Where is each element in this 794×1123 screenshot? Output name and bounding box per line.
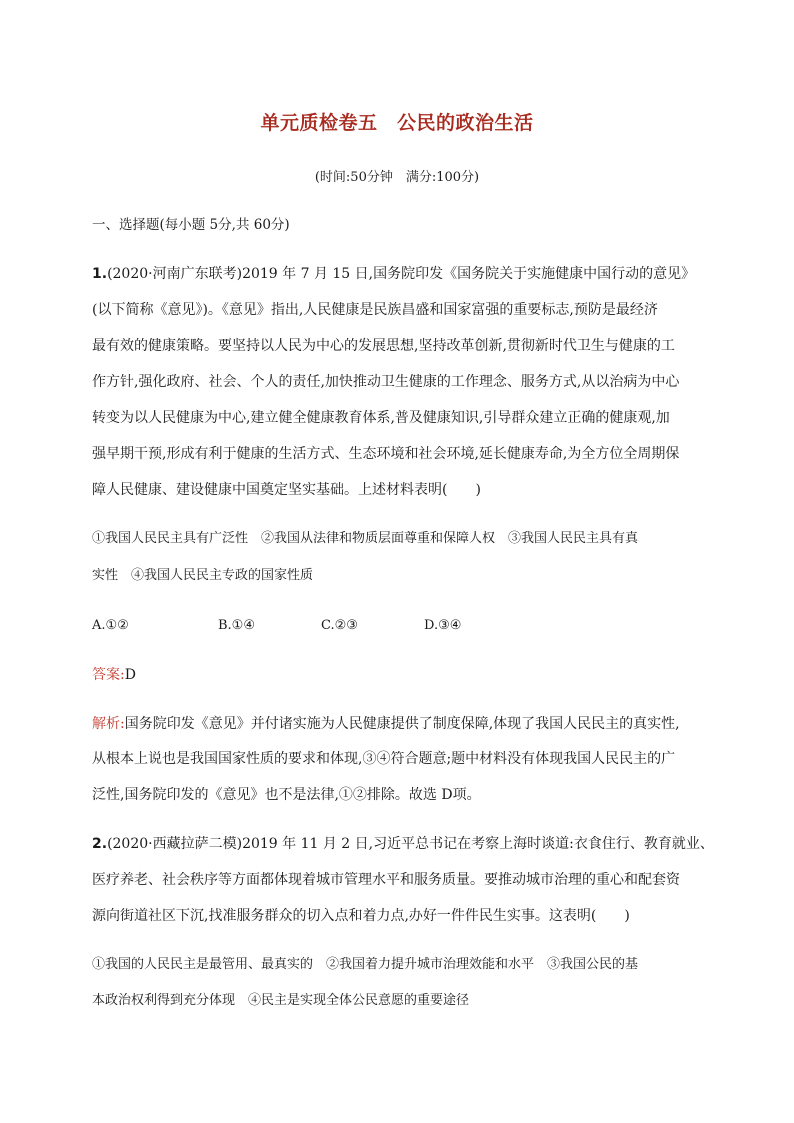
question-1-line: 作方针,强化政府、社会、个人的责任,加快推动卫生健康的工作理念、服务方式,从以治病为中心 <box>92 374 680 390</box>
question-number: 1. <box>92 266 108 282</box>
answer-value: D <box>124 667 136 683</box>
question-1-line: (以下简称《意见》)。《意见》指出,人民健康是民族昌盛和国家富强的重要标志,预防是最经济 <box>92 302 658 318</box>
question-2-line: 源向街道社区下沉,找准服务群众的切入点和着力点,办好一件件民生实事。这表明( ) <box>92 908 630 924</box>
answer-line <box>92 665 136 685</box>
choice-c: C.②③ <box>321 618 358 633</box>
question-2-line: 2.(2020·西藏拉萨二模)2019 年 11 月 2 日,习近平总书记在考察上海时谈道:衣食住行、教育就业、 <box>92 836 714 852</box>
question-1-line: 障人民健康、建设健康中国奠定坚实基础。上述材料表明( ) <box>92 482 481 498</box>
question-1-line: 最有效的健康策略。要坚持以人民为中心的发展思想,坚持改革创新,贯彻新时代卫生与健康的工 <box>92 338 675 354</box>
question-2-line: 医疗养老、社会秩序等方面都体现着城市管理水平和服务质量。要推动城市治理的重心和配套资 <box>92 872 680 888</box>
exam-time-info: (时间:50分钟 满分:100分) <box>314 170 480 185</box>
question-2-statement: ①我国的人民民主是最管用、最真实的 ②我国着力提升城市治理效能和水平 ③我国公民的基 <box>92 957 639 972</box>
analysis-line: 解析:国务院印发《意见》并付诸实施为人民健康提供了制度保障,体现了我国人民民主的真实性, <box>92 716 680 732</box>
analysis-line: 泛性,国务院印发的《意见》也不是法律,①②排除。故选 D项。 <box>92 787 481 803</box>
choice-b: B.①④ <box>218 618 255 633</box>
question-1-line: 转变为以人民健康为中心,建立健全健康教育体系,普及健康知识,引导群众建立正确的健康观,加 <box>92 410 670 426</box>
question-1-statement: 实性 ④我国人民民主专政的国家性质 <box>92 568 314 583</box>
section-heading: 一、选择题(每小题 5分,共 60分) <box>92 217 290 233</box>
question-1-statement: ①我国人民民主具有广泛性 ②我国从法律和物质层面尊重和保障人权 ③我国人民民主具有真 <box>92 531 639 546</box>
answer-label: 答案: <box>92 667 125 683</box>
analysis-label: 解析: <box>92 716 125 732</box>
page-title: 单元质检卷五 公民的政治生活 <box>260 112 534 134</box>
choice-d: D.③④ <box>424 618 462 633</box>
question-number: 2. <box>92 836 108 852</box>
question-2-statement: 本政治权利得到充分体现 ④民主是实现全体公民意愿的重要途径 <box>92 993 470 1008</box>
question-1-line: 1.(2020·河南广东联考)2019 年 7 月 15 日,国务院印发《国务院关于实施健康中国行动的意见》 <box>92 266 696 282</box>
choice-a: A.①② <box>92 618 129 633</box>
analysis-line: 从根本上说也是我国国家性质的要求和体现,③④符合题意;题中材料没有体现我国人民民主的广 <box>92 751 676 767</box>
question-1-line: 强早期干预,形成有利于健康的生活方式、生态环境和社会环境,延长健康寿命,为全方位全周期保 <box>92 446 680 462</box>
